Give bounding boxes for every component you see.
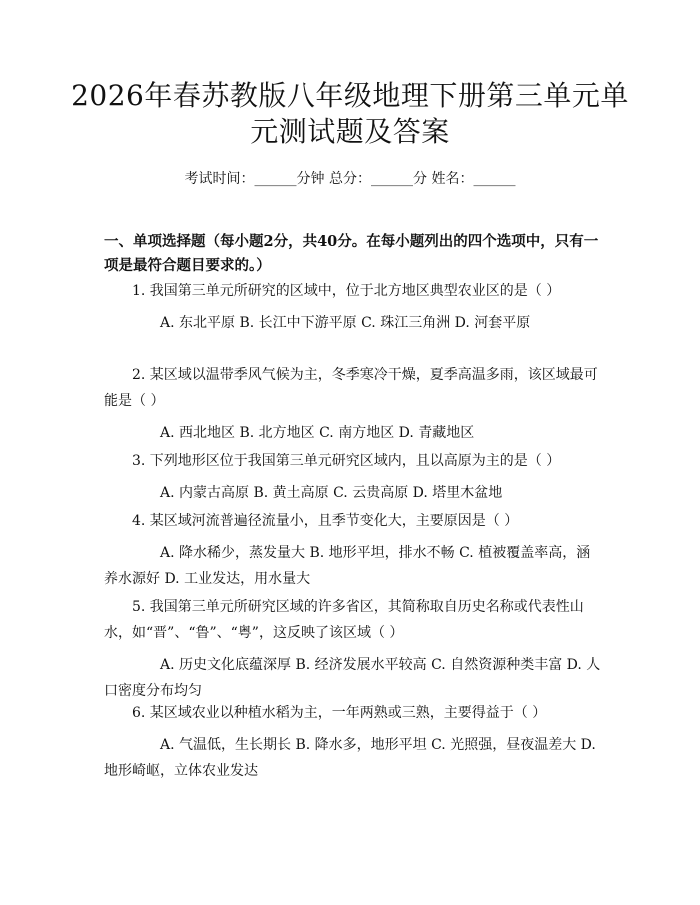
question-stem: 6. 某区域农业以种植水稻为主，一年两熟或三熟，主要得益于（ ） [132,705,547,721]
question-stem: 3. 下列地形区位于我国第三单元研究区域内，且以高原为主的是（ ） [132,453,561,469]
question-options: A. 降水稀少，蒸发量大 B. 地形平坦，排水不畅 C. 植被覆盖率高，涵养水源好 D. 工业发达，用水量大 [104,545,591,587]
question-4 [104,508,604,592]
question-6 [104,700,604,784]
question-1 [104,278,604,336]
exam-info-line: 考试时间：______分钟 总分：______分 姓名：______ [184,171,516,187]
question-options: A. 内蒙古高原 B. 黄土高原 C. 云贵高原 D. 塔里木盆地 [160,485,503,501]
section-heading: 一、单项选择题（每小题2分，共40分。在每小题列出的四个选项中，只有一项是最符合题目要求的。） [104,233,599,274]
question-options: A. 气温低，生长期长 B. 降水多，地形平坦 C. 光照强，昼夜温差大 D. 地形崎岖，立体农业发达 [104,737,596,779]
question-stem: 5. 我国第三单元所研究区域的许多省区，其简称取自历史名称或代表性山水，如“晋”、“鲁”、“粤”，这反映了该区域（ ） [104,599,584,641]
question-options: A. 历史文化底蕴深厚 B. 经济发展水平较高 C. 自然资源种类丰富 D. 人口密度分布均匀 [104,657,601,699]
question-stem: 1. 我国第三单元所研究的区域中，位于北方地区典型农业区的是（ ） [132,283,561,299]
question-3 [104,448,604,506]
question-options: A. 东北平原 B. 长江中下游平原 C. 珠江三角洲 D. 河套平原 [160,315,531,331]
question-stem: 4. 某区域河流普遍径流量小，且季节变化大，主要原因是（ ） [132,513,519,529]
page-title: 2026年春苏教版八年级地理下册第三单元单元测试题及答案 [71,79,629,148]
question-options: A. 西北地区 B. 北方地区 C. 南方地区 D. 青藏地区 [160,425,475,441]
question-2 [104,362,604,446]
question-5 [104,594,604,704]
question-stem: 2. 某区域以温带季风气候为主，冬季寒冷干燥，夏季高温多雨，该区域最可能是（ ） [104,367,598,409]
